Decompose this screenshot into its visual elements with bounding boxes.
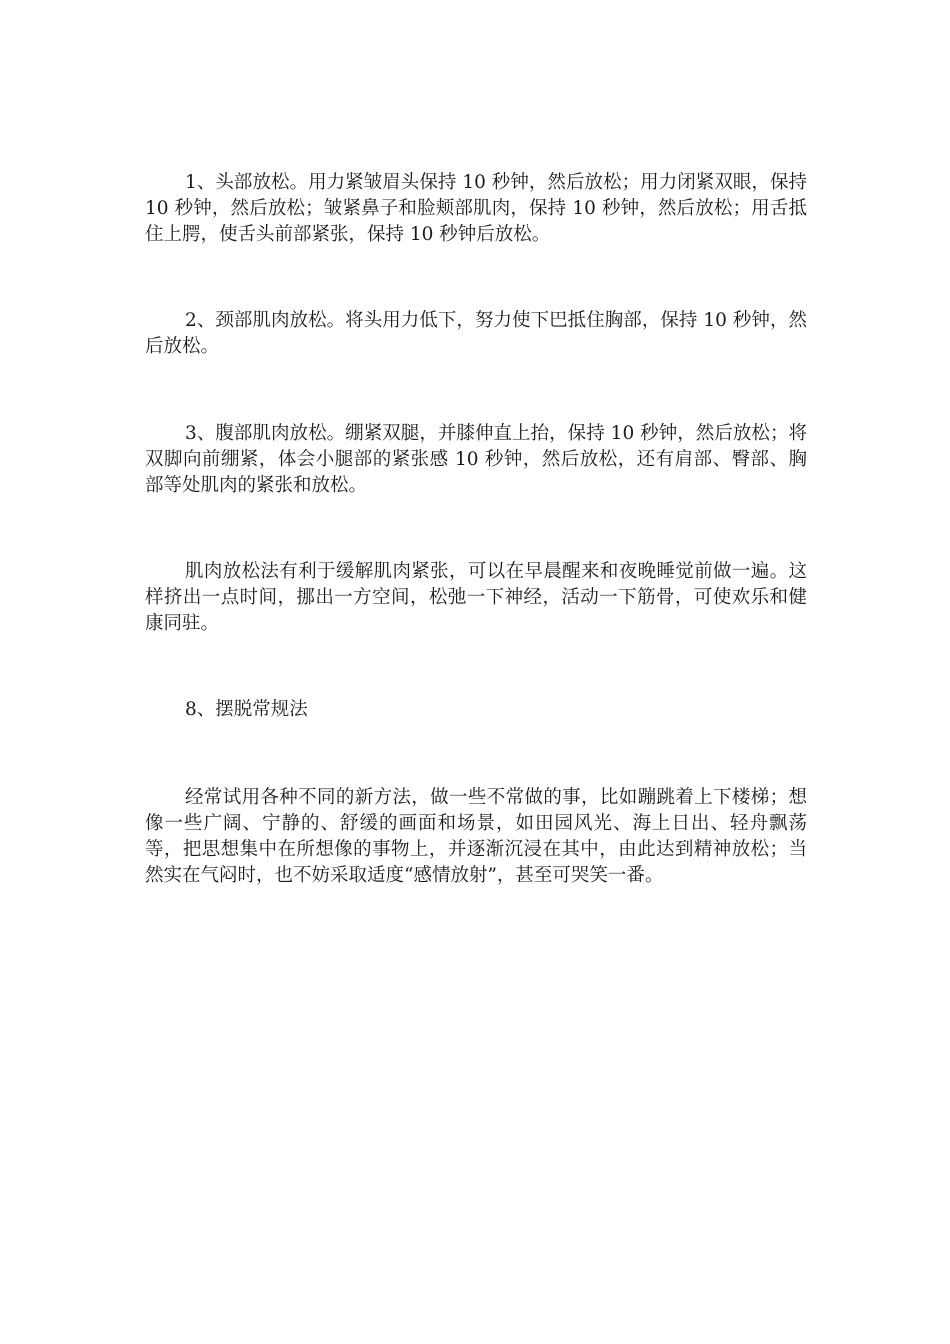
- paragraph-break-routine: 经常试用各种不同的新方法，做一些不常做的事，比如蹦跳着上下楼梯；想像一些广阔、宁静的、舒缓的画面和场景，如田园风光、海上日出、轻舟飘荡等，把思想集中在所想像的事物上，并逐渐沉浸在其中，由此达到精神放松；当然实在气闷时，也不妨采取适度“感情放射”，甚至可哭笑一番。: [145, 787, 807, 886]
- paragraph-muscle-relaxation-summary: 肌肉放松法有利于缓解肌肉紧张，可以在早晨醒来和夜晚睡觉前做一遍。这样挤出一点时间，挪出一方空间，松弛一下神经，活动一下筋骨，可使欢乐和健康同驻。: [145, 561, 807, 634]
- paragraph-abdomen-relaxation: 3、腹部肌肉放松。绷紧双腿，并膝伸直上抬，保持 10 秒钟，然后放松；将双脚向前绷紧，体会小腿部的紧张感 10 秒钟，然后放松，还有肩部、臀部、胸部等处肌肉的紧张和放松。: [145, 423, 807, 496]
- section-heading: 8、摆脱常规法: [185, 699, 308, 720]
- paragraph-neck-relaxation: 2、颈部肌肉放松。将头用力低下，努力使下巴抵住胸部，保持 10 秒钟，然后放松。: [145, 310, 807, 357]
- paragraph-head-relaxation: 1、头部放松。用力紧皱眉头保持 10 秒钟，然后放松；用力闭紧双眼，保持 10 秒钟，然后放松；皱紧鼻子和脸颊部肌肉，保持 10 秒钟，然后放松；用舌抵住上腭，使舌头前部紧张，保持 10 秒钟后放松。: [145, 172, 807, 245]
